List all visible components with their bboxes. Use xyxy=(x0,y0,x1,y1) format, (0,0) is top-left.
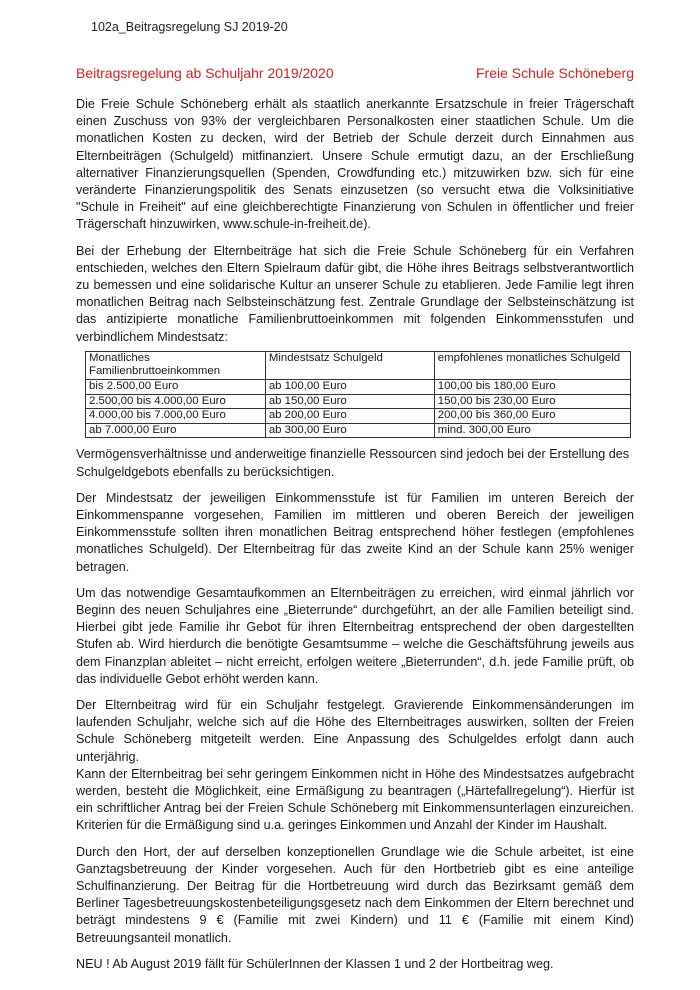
paragraph-minimum-rate: Der Mindestsatz der jeweiligen Einkommensstufe ist für Familien im unteren Bereich der Einkommenspanne vorgesehen, Familien im mittleren und oberen Bereich der jeweiligen Einkommensstufe sollten ihren monatlichen Beitrag entsprechend höher festlegen (empfohlenes monatliches Schulgeld). Der Elternbeitrag für das zweite Kind an der Schule kann 25% weniger betragen. xyxy=(76,490,634,574)
file-header-label: 102a_Beitragsregelung SJ 2019-20 xyxy=(91,20,288,34)
table-header-cell: empfohlenes monatliches Schulgeld xyxy=(434,351,630,379)
paragraph-school-year: Der Elternbeitrag wird für ein Schuljahr festgelegt. Gravierende Einkommensänderungen im laufenden Schuljahr, welche sich auf die Höhe des Elternbeitrages auswirken, sollten der Freien Schule Schöneberg mitgeteilt werden. Eine Anpassung des Schulgeldes erfolgt dann auch unterjährig. xyxy=(76,698,634,764)
paragraph-intro: Die Freie Schule Schöneberg erhält als staatlich anerkannte Ersatzschule in freier Trägerschaft einen Zuschuss von 93% der vergleichbaren Personalkosten einer staatlichen Schule. Um die monatlichen Kosten zu decken, wird der Betrieb der Schule derzeit durch Einnahmen aus Elternbeiträgen (Schulgeld) mitfinanziert. Unsere Schule ermutigt dazu, an der Erschließung alternativer Finanzierungsquellen (Spenden, Crowdfunding etc.) mitzuwirken bzw. sich für eine veränderte Finanzierungspolitik des Senats einzusetzen (so versucht etwa die Volksinitiative "Schule in Freiheit" auf eine gleichberechtigte Finanzierung von Schulen in öffentlicher und freier Trägerschaft hinzuwirken, www.schule-in-freiheit.de). xyxy=(76,97,634,232)
table-cell: ab 150,00 Euro xyxy=(265,394,434,409)
paragraph-news: NEU ! Ab August 2019 fällt für SchülerInnen der Klassen 1 und 2 der Hortbeitrag weg. xyxy=(76,956,554,971)
paragraph-assets: Vermögensverhältnisse und anderweitige finanzielle Ressourcen sind jedoch bei der Erstellung des Schulgeldgebots ebenfalls zu berücksichtigen. xyxy=(76,447,630,479)
fee-table xyxy=(85,351,631,439)
table-cell: 150,00 bis 230,00 Euro xyxy=(434,394,630,409)
document-title: Beitragsregelung ab Schuljahr 2019/2020 xyxy=(76,65,334,81)
table-cell: 2.500,00 bis 4.000,00 Euro xyxy=(86,394,266,409)
document-body xyxy=(76,96,634,982)
table-row xyxy=(86,409,631,424)
table-header-row xyxy=(86,351,631,379)
table-cell: ab 200,00 Euro xyxy=(265,409,434,424)
paragraph-hardship: Kann der Elternbeitrag bei sehr geringem Einkommen nicht in Höhe des Mindestsatzes aufgebracht werden, besteht die Möglichkeit, eine Ermäßigung zu beantragen („Härtefallregelung“). Hierfür ist ein schriftlicher Antrag bei der Freien Schule Schöneberg mit Einkommensunterlagen einzureichen. Kriterien für die Ermäßigung sind u.a. geringes Einkommen und Anzahl der Kinder im Haushalt. xyxy=(76,766,634,833)
table-cell: bis 2.500,00 Euro xyxy=(86,380,266,395)
table-row xyxy=(86,423,631,438)
paragraph-bidding-round: Um das notwendige Gesamtaufkommen an Elternbeiträgen zu erreichen, wird einmal jährlich vor Beginn des neuen Schuljahres eine „Bieterrunde“ durchgeführt, an der alle Familien beteiligt sind. Hierbei gibt jede Familie ihr Gebot für ihren Elternbeitrag entsprechend der oben dargestellten Stufen ab. Wird hierdurch die benötigte Gesamtsumme – welche die Geschäftsführung jeweils aus dem Finanzplan ableitet – nicht erreicht, erfolgen weitere „Bieterrunden“, d.h. jede Familie prüft, ob das individuelle Gebot erhöht werden kann. xyxy=(76,585,634,686)
paragraph-procedure: Bei der Erhebung der Elternbeiträge hat sich die Freie Schule Schöneberg für ein Verfahren entschieden, welches den Eltern Spielraum dafür gibt, die Höhe ihres Beitrags selbstverantwortlich zu bemessen und eine solidarische Kultur an unserer Schule zu etablieren. Jede Familie legt ihren monatlichen Beitrag nach Selbsteinschätzung fest. Zentrale Grundlage der Selbsteinschätzung ist das antizipierte monatliche Familienbruttoeinkommen mit folgenden Einkommensstufen und verbindlichem Mindestsatz: xyxy=(76,243,634,344)
table-cell: 100,00 bis 180,00 Euro xyxy=(434,380,630,395)
table-cell: ab 100,00 Euro xyxy=(265,380,434,395)
table-cell: mind. 300,00 Euro xyxy=(434,423,630,438)
school-name: Freie Schule Schöneberg xyxy=(476,65,634,81)
table-cell: ab 300,00 Euro xyxy=(265,423,434,438)
table-row xyxy=(86,394,631,409)
title-row xyxy=(76,65,634,81)
table-cell: 200,00 bis 360,00 Euro xyxy=(434,409,630,424)
paragraph-after-school-care: Durch den Hort, der auf derselben konzeptionellen Grundlage wie die Schule arbeitet, ist eine Ganztagsbetreuung der Kinder vorgesehen. Auch für den Hortbetrieb gibt es eine anteilige Schulfinanzierung. Der Beitrag für die Hortbetreuung wird durch das Bezirksamt gemäß dem Berliner Tagesbetreuungskostenbeteiligungsgesetz nach dem Einkommen der Eltern berechnet und beträgt mindestens 9 € (Familie mit zwei Kindern) und 11 € (Familie mit einem Kind) Betreuungsanteil monatlich. xyxy=(76,844,634,945)
table-header-cell: Monatliches Familienbruttoeinkommen xyxy=(86,351,266,379)
table-cell: ab 7.000,00 Euro xyxy=(86,423,266,438)
table-row xyxy=(86,380,631,395)
table-header-cell: Mindestsatz Schulgeld xyxy=(265,351,434,379)
table-cell: 4.000,00 bis 7.000,00 Euro xyxy=(86,409,266,424)
